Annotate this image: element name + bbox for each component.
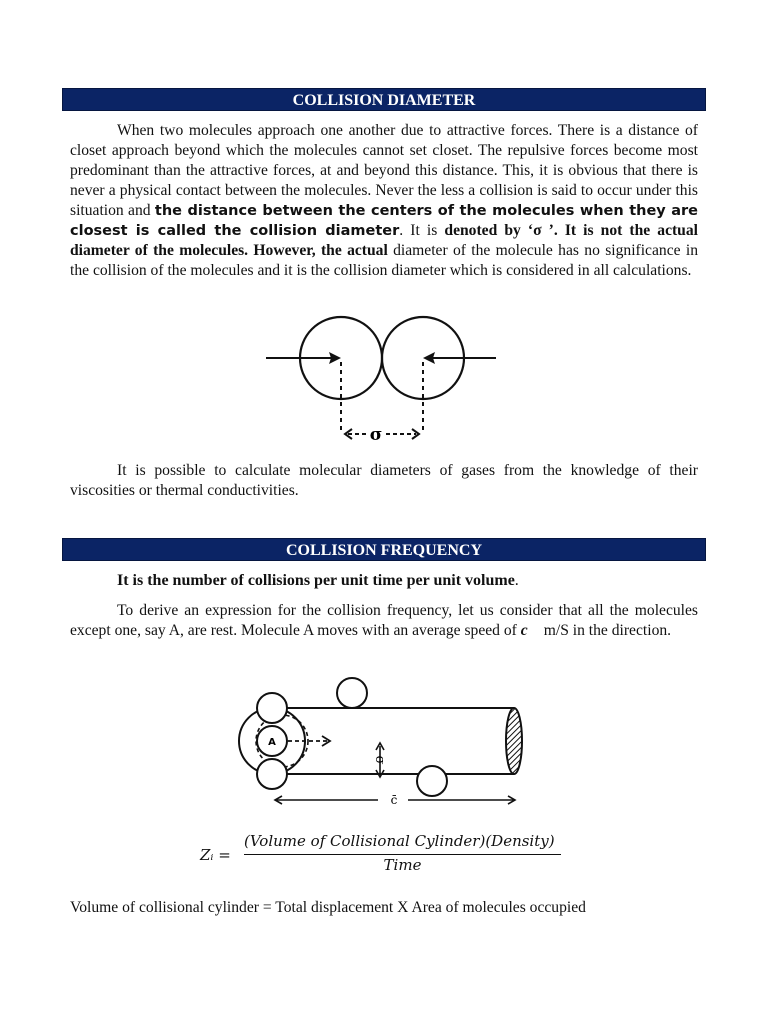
formula-numerator: (Volume of Collisional Cylinder)(Density) <box>244 832 555 850</box>
section-heading-collision-diameter <box>62 88 706 111</box>
formula-lhs: Zᵢ = <box>200 846 231 864</box>
paragraph-text: diameter of the molecule has no significance in the collision of the molecules and it is the collision diameter which is considered in all calculations. <box>70 242 698 279</box>
speed-symbol: c⃗ <box>520 622 540 639</box>
collision-cylinder-figure <box>232 674 532 814</box>
fraction-bar <box>244 854 561 855</box>
paragraph-text: m/S in the direction. <box>539 622 672 639</box>
heading-text: COLLISION DIAMETER <box>292 92 476 109</box>
paragraph-text: . It is <box>399 222 445 239</box>
section-heading-collision-frequency <box>62 538 706 561</box>
collision-diameter-paragraph <box>70 121 698 281</box>
collision-frequency-definition <box>70 571 698 591</box>
collision-diameter-figure <box>258 314 508 449</box>
paragraph-bold-definition: the distance between the centers of the molecules when they are closest is called the collision diameter <box>70 203 698 239</box>
definition-end: . <box>514 572 519 589</box>
sigma-label: σ <box>369 425 383 445</box>
viscosity-paragraph: It is possible to calculate molecular diameters of gases from the knowledge of their viscosities or thermal conductivities. <box>70 462 698 499</box>
paragraph-text: When two molecules approach one another due to attractive forces. There is a distance of closet approach beyond which the molecules cannot set closet. The repulsive forces become most predominant than the attractive forces, at and beyond this distance. This, it is obvious that there is never a physical contact between the molecules. Never the less a collision is said to occur under this situation and <box>70 122 698 219</box>
paragraph-bold-notation: denoted by ‘σ ’. It is not the actual diameter of the molecules. However, the actual <box>70 222 698 259</box>
molecule-a-label: A <box>268 737 276 748</box>
paragraph-text: To derive an expression for the collision frequency, let us consider that all the molecules except one, say A, are rest. Molecule A moves with an average speed of <box>70 602 698 639</box>
cylinder-sigma-label: σ <box>372 755 387 765</box>
formula-denominator: Time <box>383 856 422 874</box>
derivation-paragraph <box>70 601 698 641</box>
heading-text: COLLISION FREQUENCY <box>285 542 483 559</box>
velocity-label: c̄ <box>390 793 398 807</box>
cylinder-volume-line: Volume of collisional cylinder = Total displacement X Area of molecules occupied <box>70 899 586 916</box>
collision-frequency-formula <box>200 832 580 880</box>
definition-bold: It is the number of collisions per unit time per unit volume <box>117 572 515 589</box>
